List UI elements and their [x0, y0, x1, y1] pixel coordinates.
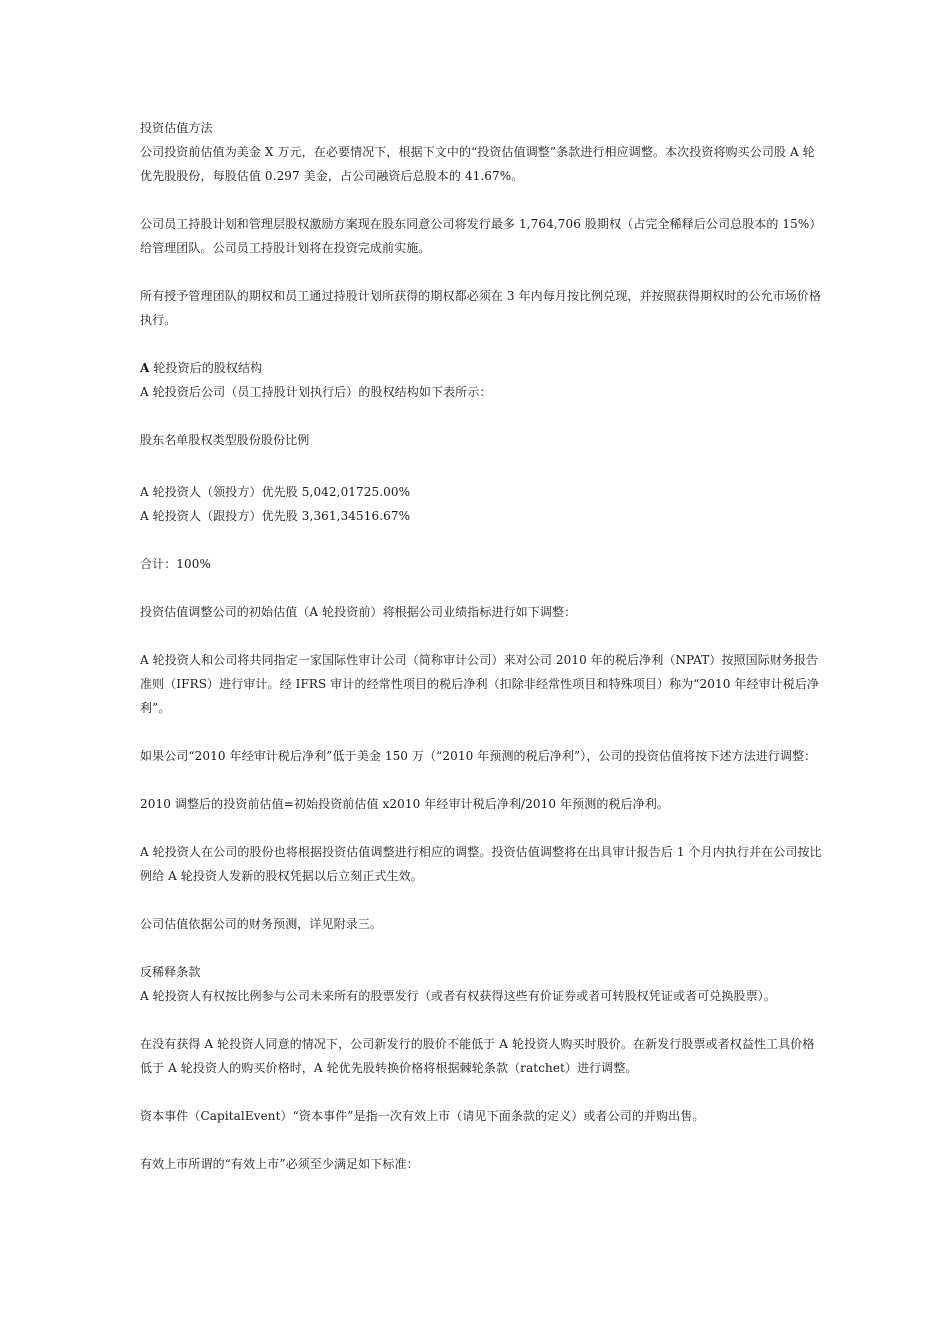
spacer — [140, 188, 825, 212]
paragraph-ratchet: 在没有获得 A 轮投资人同意的情况下，公司新发行的股价不能低于 A 轮投资人购买时股价。在新发行股票或者权益性工具价格低于 A 轮投资人的购买价格时，A 轮优先股转换价格将根据棘轮条款（ratchet）进行调整。 — [140, 1037, 815, 1075]
paragraph-adjustment-formula: 2010 调整后的投资前估值=初始投资前估值 x2010 年经审计税后净利/2010 年预测的税后净利。 — [140, 797, 669, 811]
paragraph-financial-forecast: 公司估值依据公司的财务预测，详见附录三。 — [140, 917, 383, 931]
cap-table-total: 合计：100% — [140, 557, 212, 571]
paragraph-option-vesting: 所有授予管理团队的期权和员工通过持股计划所获得的期权都必须在 3 年内每月按比例兑现，并按照获得期权时的公允市场价格执行。 — [140, 289, 822, 327]
spacer — [140, 404, 825, 428]
paragraph-audit: A 轮投资人和公司将共同指定一家国际性审计公司（简称审计公司）来对公司 2010 年的税后净利（NPAT）按照国际财务报告准则（IFRS）进行审计。经 IFRS 审计的经常性项目的税后净利（扣除非经常性项目和特殊项目）称为“2010 年经审计税后净利”。 — [140, 653, 820, 715]
cap-table-header: 股东名单股权类型股份股份比例 — [140, 433, 310, 447]
paragraph-esop: 公司员工持股计划和管理层股权激励方案现在股东同意公司将发行最多 1,764,706 股期权（占完全稀释后公司总股本的 15%）给管理团队。公司员工持股计划将在投资完成前实施。 — [140, 217, 822, 255]
spacer — [140, 452, 825, 476]
paragraph-valuation-adjustment: 投资估值调整公司的初始估值（A 轮投资前）将根据公司业绩指标进行如下调整： — [140, 605, 577, 619]
paragraph-preemptive-rights: A 轮投资人有权按比例参与公司未来所有的股票发行（或者有权获得这些有价证券或者可转股权凭证或者可兑换股票）。 — [140, 989, 776, 1003]
spacer — [140, 1008, 825, 1032]
spacer — [140, 528, 825, 552]
spacer — [140, 576, 825, 600]
spacer — [140, 768, 825, 792]
spacer — [140, 1080, 825, 1104]
heading-rest: 轮投资后的股权结构 — [149, 361, 263, 375]
spacer — [140, 1128, 825, 1152]
paragraph-qualified-ipo: 有效上市所谓的“有效上市”必须至少满足如下标准： — [140, 1157, 419, 1171]
spacer — [140, 624, 825, 648]
section-heading-valuation-method: 投资估值方法 — [140, 121, 213, 135]
spacer — [140, 260, 825, 284]
paragraph-cap-table-intro: A 轮投资后公司（员工持股计划执行后）的股权结构如下表所示： — [140, 385, 492, 399]
paragraph-npat-threshold: 如果公司“2010 年经审计税后净利”低于美金 150 万（“2010 年预测的税后净利”），公司的投资估值将按下述方法进行调整： — [140, 749, 817, 763]
document-page — [140, 116, 825, 1176]
cap-table-row-follow: A 轮投资人（跟投方）优先股 3,361,34516.67% — [140, 509, 411, 523]
spacer — [140, 332, 825, 356]
heading-bold-letter: A — [140, 361, 150, 375]
spacer — [140, 720, 825, 744]
spacer — [140, 816, 825, 840]
spacer — [140, 888, 825, 912]
paragraph-share-adjustment: A 轮投资人在公司的股份也将根据投资估值调整进行相应的调整。投资估值调整将在出具审计报告后 1 个月内执行并在公司按比例给 A 轮投资人发新的股权凭据以后立刻正式生效。 — [140, 845, 822, 883]
cap-table-row-lead: A 轮投资人（领投方）优先股 5,042,01725.00% — [140, 485, 411, 499]
section-heading-anti-dilution: 反稀释条款 — [140, 965, 201, 979]
section-heading-cap-table — [140, 356, 825, 380]
spacer — [140, 936, 825, 960]
paragraph-capital-event: 资本事件（CapitalEvent）“资本事件”是指一次有效上市（请见下面条款的定义）或者公司的并购出售。 — [140, 1109, 705, 1123]
paragraph-pre-money-valuation: 公司投资前估值为美金 X 万元，在必要情况下，根据下文中的“投资估值调整”条款进行相应调整。本次投资将购买公司股 A 轮优先股股份，每股估值 0.297 美金，占公司融资后总股本的 41.67%。 — [140, 145, 815, 183]
